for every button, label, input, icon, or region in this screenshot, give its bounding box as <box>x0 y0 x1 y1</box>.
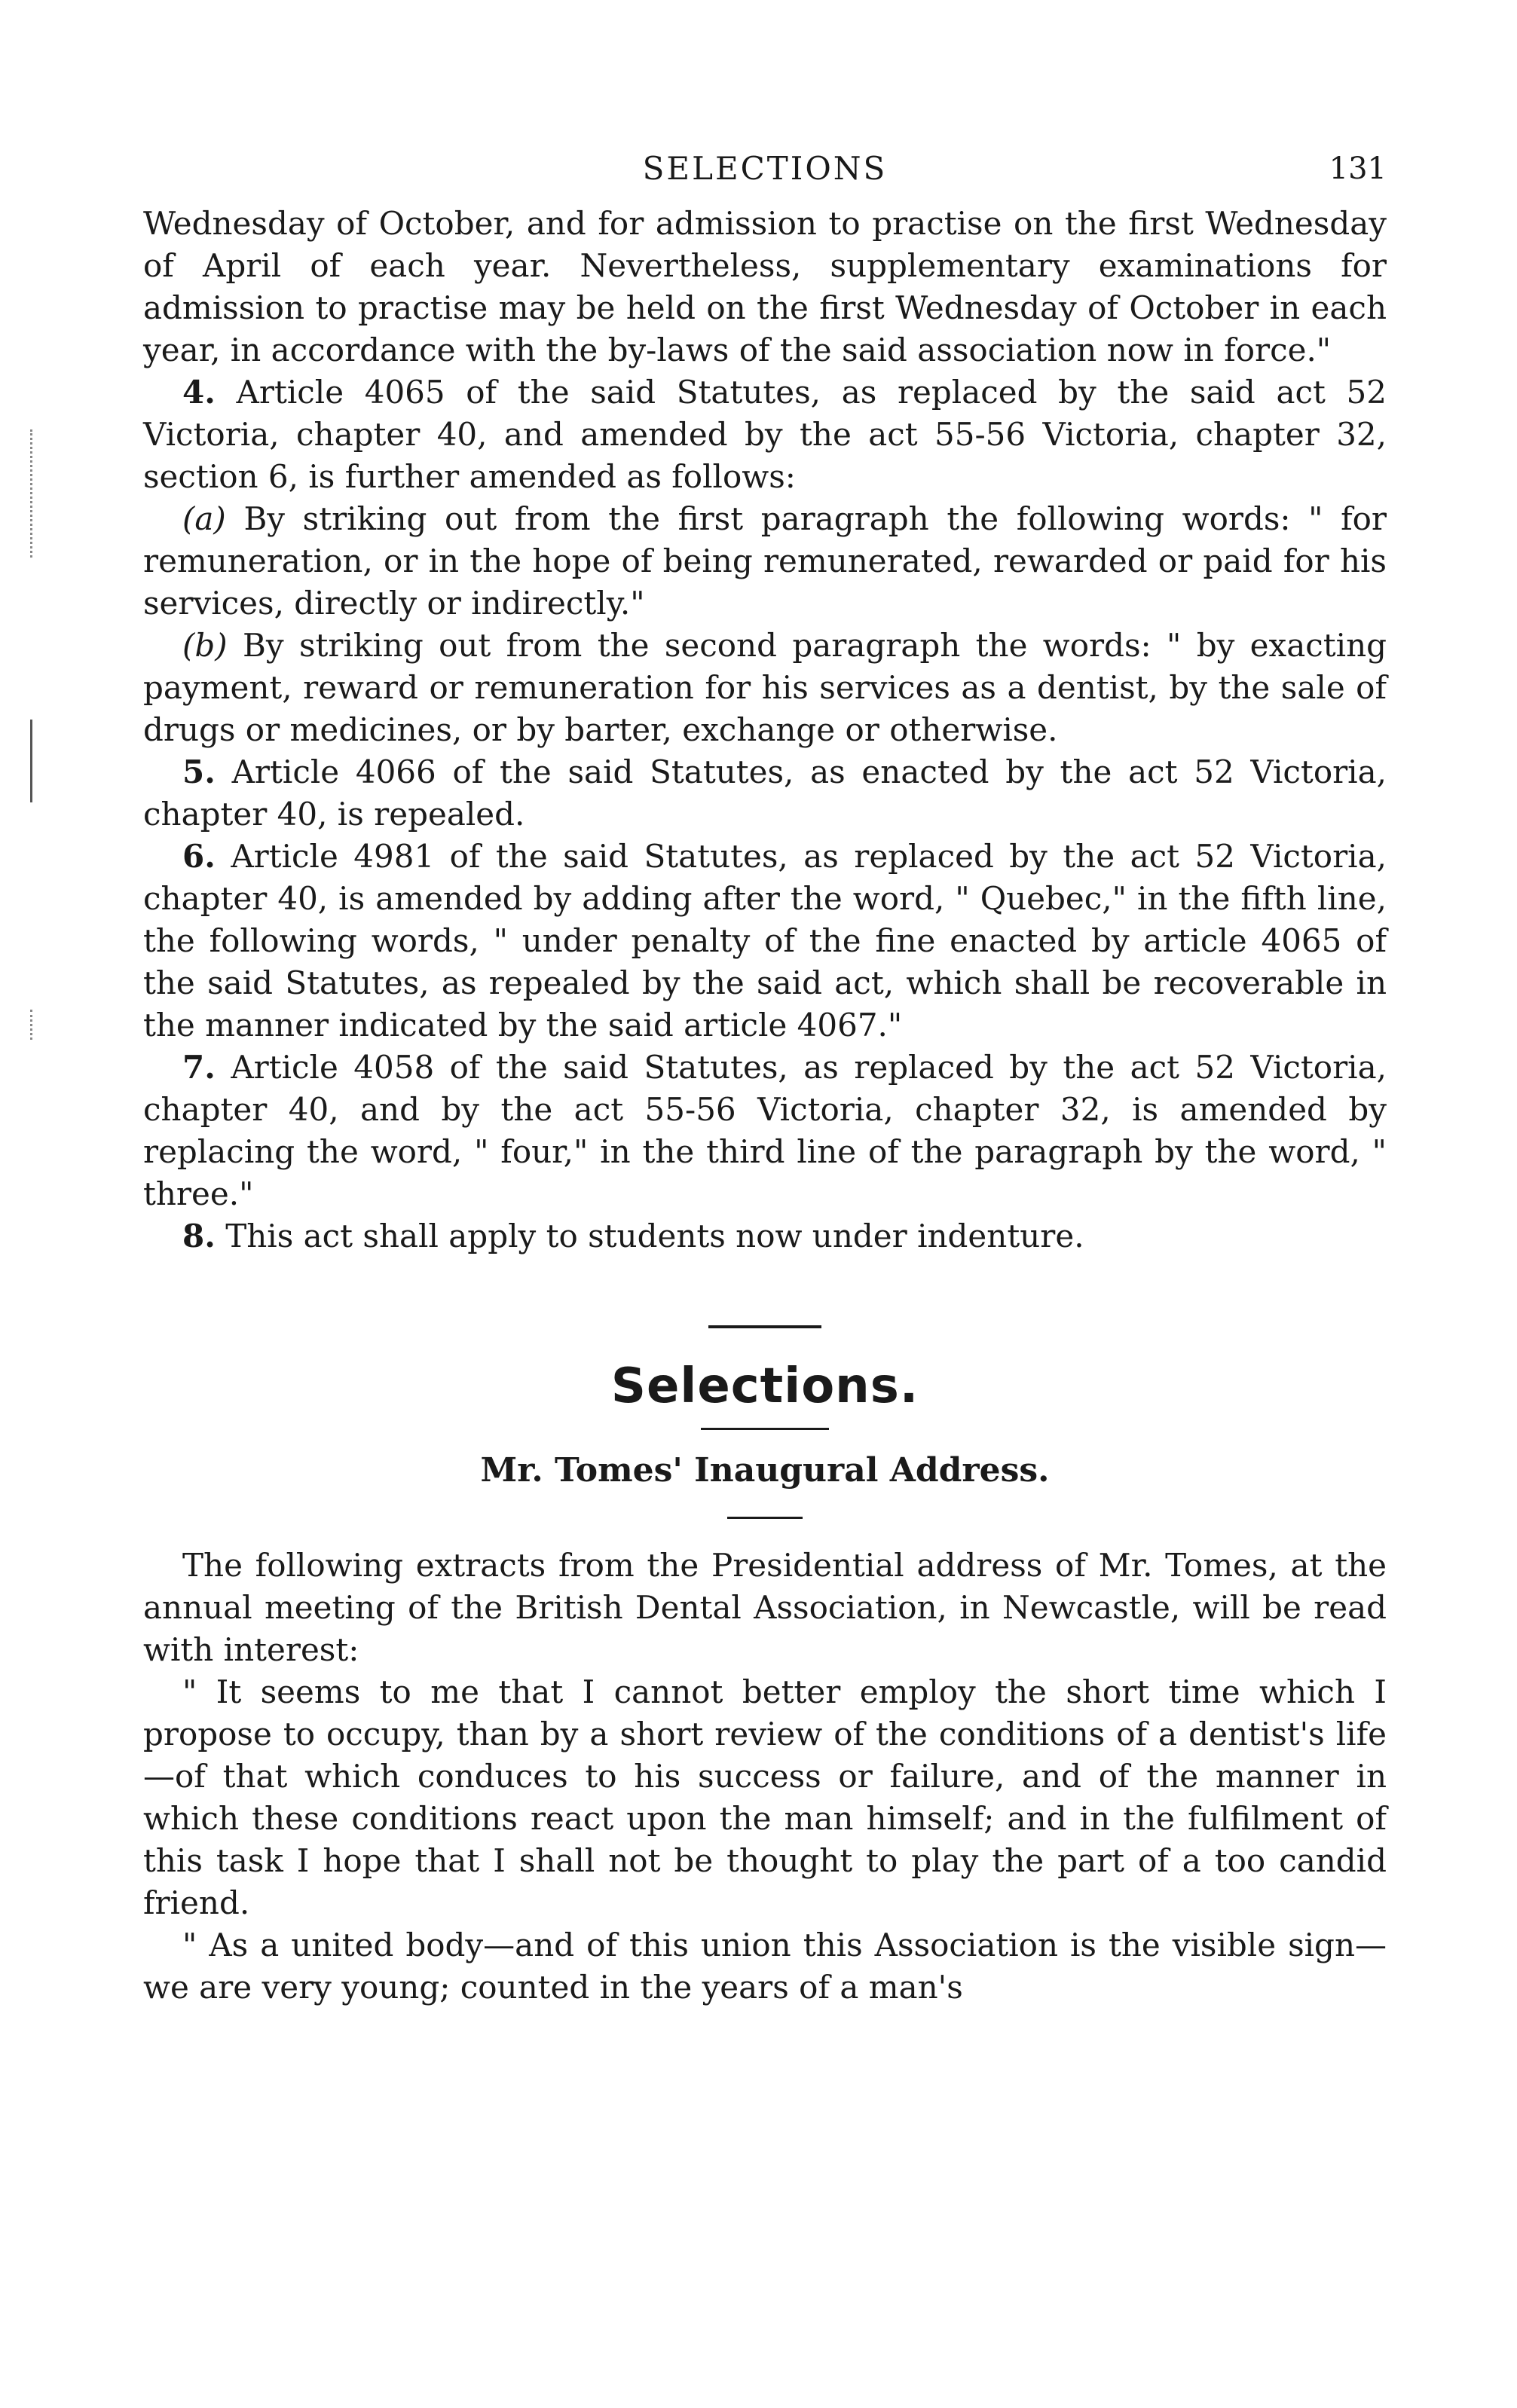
clause-a <box>143 498 1387 625</box>
continuation-paragraph: Wednesday of October, and for admission to practise on the first Wednesday of April of each year. Nevertheless, supplementary examinations for admission to practise may be held on the first Wednesday of October in each year, in accordance with the by-laws of the said association now in force." <box>143 205 1387 368</box>
running-head <box>143 147 1387 192</box>
section-4 <box>143 371 1387 498</box>
section-6-number: 6. <box>182 838 216 875</box>
section-8-number: 8. <box>182 1218 216 1254</box>
article-title: Mr. Tomes' Inaugural Address. <box>480 1451 1050 1490</box>
clause-b <box>143 625 1387 751</box>
clause-b-text: By striking out from the second paragraph the words: " by exacting payment, reward or remuneration for his services as a dentist, by the sale of drugs or medicines, or by barter, exchange or otherwise. <box>143 627 1387 748</box>
page <box>143 147 1387 2009</box>
section-7-number: 7. <box>182 1049 216 1086</box>
section-5-text: Article 4066 of the said Statutes, as enacted by the act 52 Victoria, chapter 40, is repealed. <box>143 753 1387 833</box>
section-6-text: Article 4981 of the said Statutes, as replaced by the act 52 Victoria, chapter 40, is amended by adding after the word, " Quebec," in the fifth line, the following words, " under penalty of the fine enacted by article 4065 of the said Statutes, as repealed by the said act, which shall be recoverable in the manner indicated by the said article 4067." <box>143 838 1387 1044</box>
section-7-text: Article 4058 of the said Statutes, as replaced by the act 52 Victoria, chapter 40, and by the act 55-56 Victoria, chapter 32, is amended by replacing the word, " four," in the third line of the paragraph by the word, " three." <box>143 1049 1387 1212</box>
intro-paragraph: The following extracts from the Presidential address of Mr. Tomes, at the annual meeting of the British Dental Association, in Newcastle, will be read with interest: <box>143 1547 1387 1668</box>
section-8 <box>143 1215 1387 1257</box>
running-title: SELECTIONS <box>642 150 888 187</box>
section-4-text: Article 4065 of the said Statutes, as replaced by the said act 52 Victoria, chapter 40, and amended by the act 55-56 Victoria, chapter 32, section 6, is further amended as follows: <box>143 374 1387 495</box>
quote-paragraph-2: " As a united body—and of this union this Association is the visible sign—we are very young; counted in the years of a man's <box>143 1927 1387 2006</box>
section-8-text: This act shall apply to students now under indenture. <box>225 1218 1084 1254</box>
margin-bar-lower <box>30 720 32 802</box>
margin-marks <box>30 0 45 2408</box>
clause-a-text: By striking out from the first paragraph the following words: " for remuneration, or in the hope of being remunerated, rewarded or paid for his services, directly or indirectly." <box>143 500 1387 622</box>
selections-heading: Selections. <box>610 1358 919 1414</box>
section-7 <box>143 1047 1387 1215</box>
section-6 <box>143 836 1387 1047</box>
quote-paragraph-1: " It seems to me that I cannot better employ the short time which I propose to occupy, than by a short review of the conditions of a dentist's life—of that which conduces to his success or failure, and of the manner in which these conditions react upon the man himself; and in the fulfilment of this task I hope that I shall not be thought to play the part of a too candid friend. <box>143 1673 1387 1921</box>
section-4-number: 4. <box>182 374 216 411</box>
section-5-number: 5. <box>182 753 216 790</box>
section-5 <box>143 751 1387 836</box>
margin-dots-bottom <box>30 1010 32 1040</box>
clause-a-label: (a) <box>182 500 226 537</box>
clause-b-label: (b) <box>182 627 228 664</box>
margin-dots-upper <box>30 429 32 558</box>
page-number: 131 <box>1329 151 1387 186</box>
